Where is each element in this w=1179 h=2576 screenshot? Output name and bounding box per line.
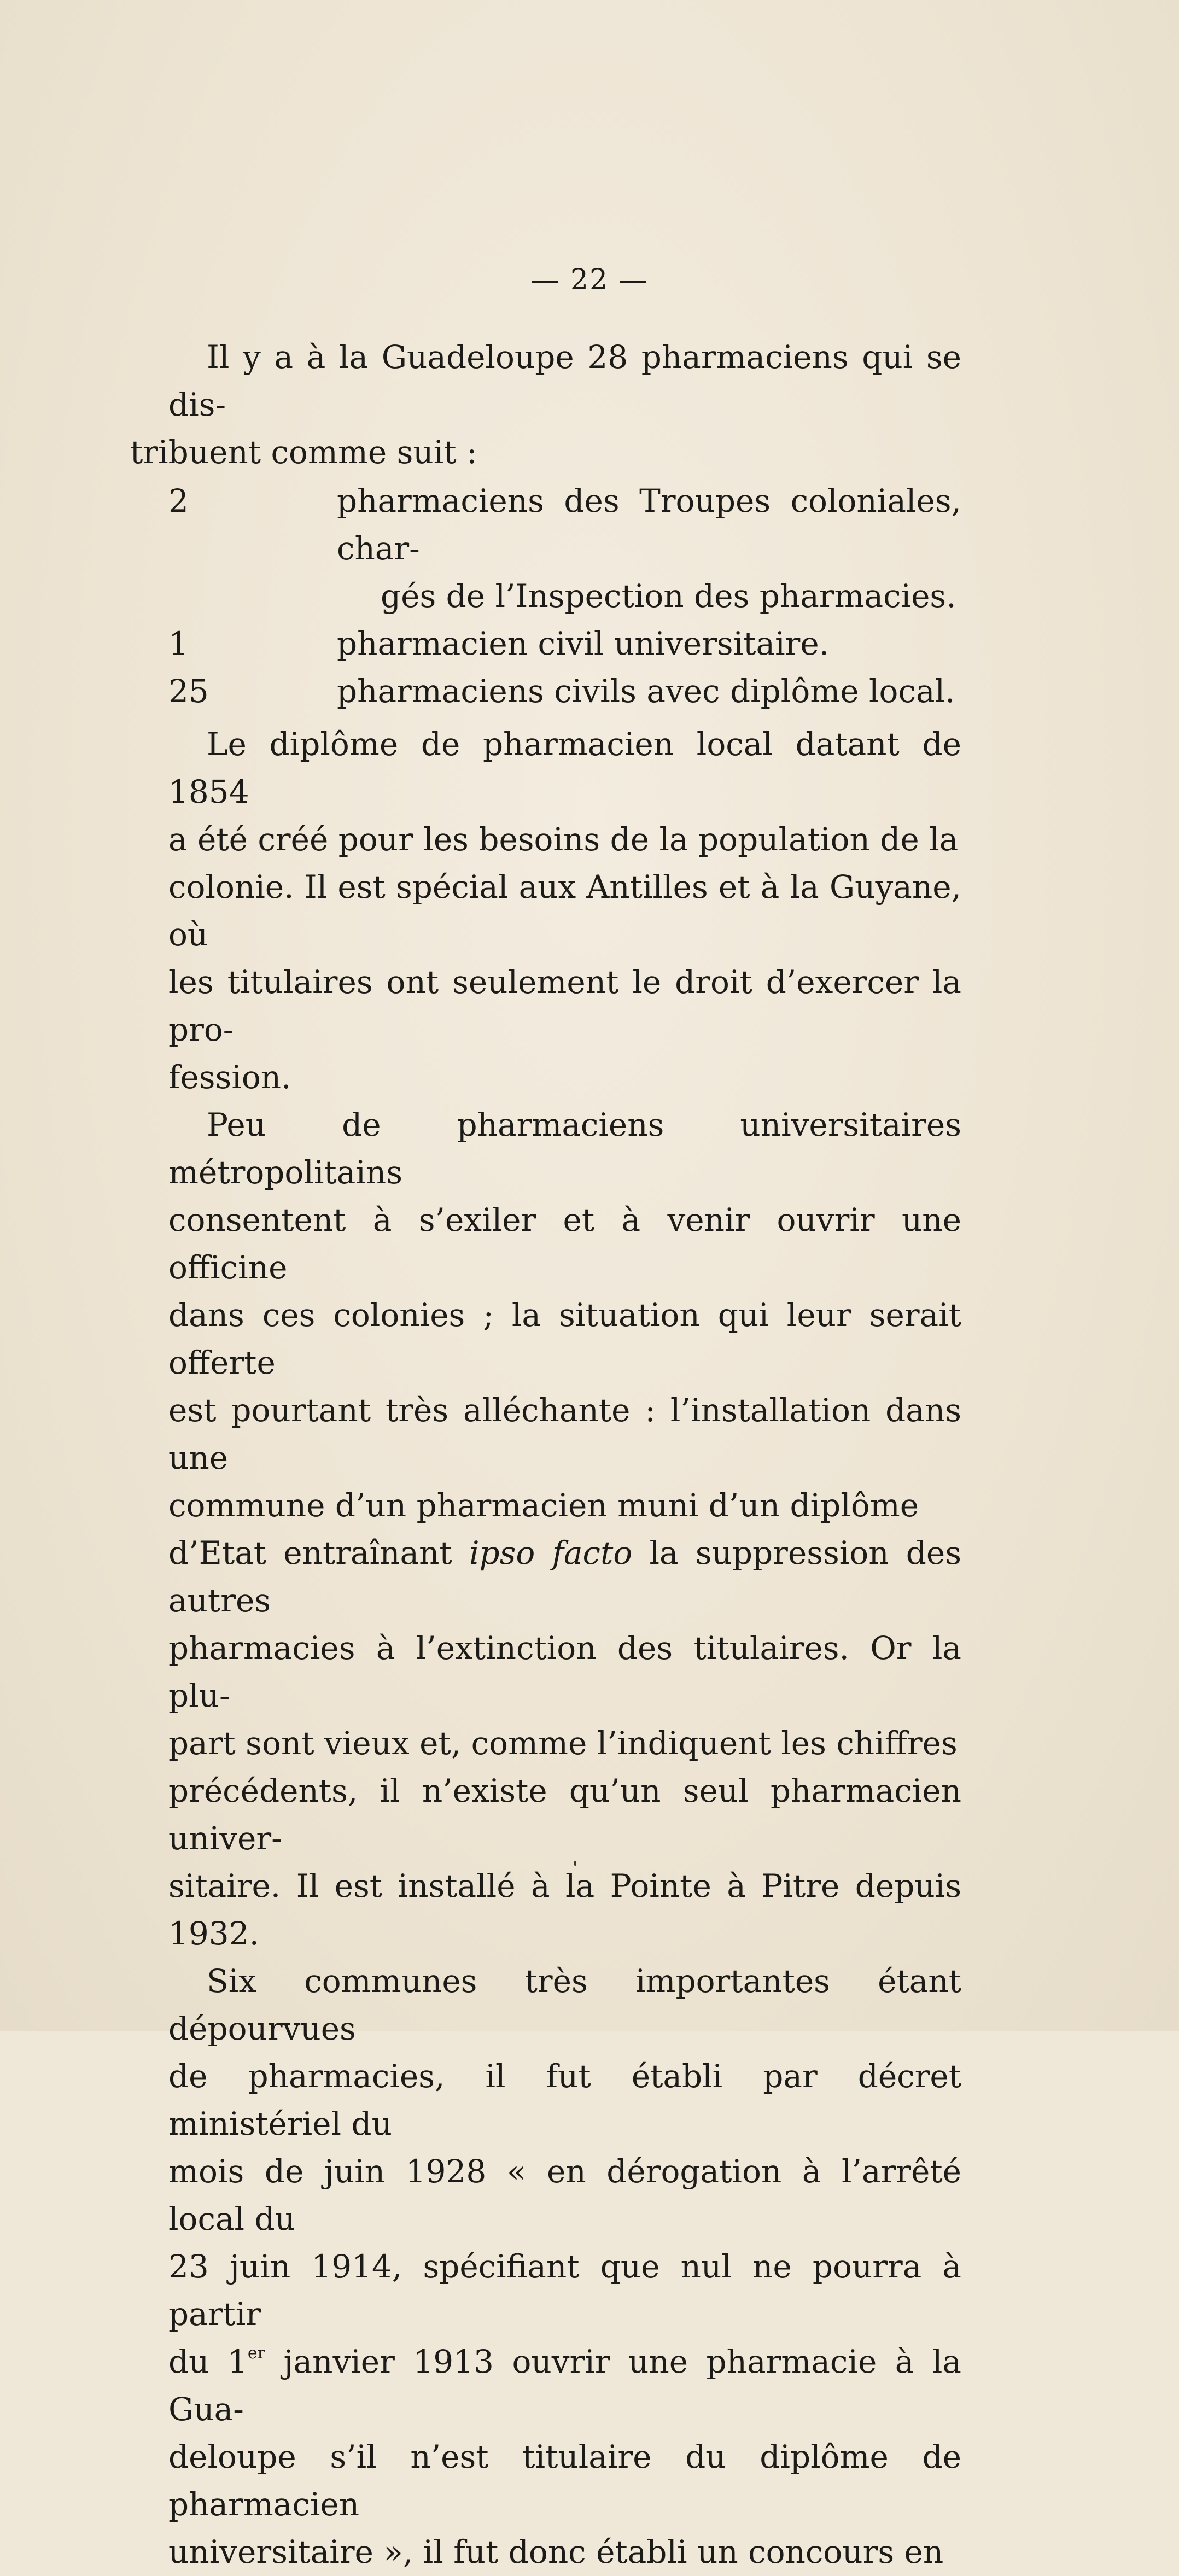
pharmacists-line-6-end: la suppression des autres <box>168 1534 961 1619</box>
communes-line-5 <box>168 2338 961 2433</box>
communes-line-2: de pharmacies, il fut établi par décret ministériel du <box>168 2058 961 2142</box>
communes-paragraph <box>168 1958 961 2576</box>
communes-line-6: deloupe s’il n’est titulaire du diplôme de pharmacien <box>168 2438 961 2523</box>
list-item-quantity: 1 <box>168 625 189 662</box>
pharmacists-line-8: part sont vieux et, comme l’indiquent les chiffres <box>168 1725 958 1762</box>
pharmacists-line-10: sitaire. Il est installé à la Pointe à Pitre depuis 1932. <box>168 1867 961 1952</box>
diploma-line-2: a été créé pour les besoins de la population de la <box>168 821 959 858</box>
paper-speck <box>574 1861 576 1866</box>
diploma-line-4: les titulaires ont seulement le droit d’exercer la pro- <box>168 963 961 1048</box>
pharmacists-line-4: est pourtant très alléchante : l’installation dans une <box>168 1392 961 1476</box>
list-item <box>168 477 961 620</box>
pharmacists-line-6 <box>168 1529 961 1625</box>
communes-line-5-end: janvier 1913 ouvrir une pharmacie à la Gua- <box>168 2343 961 2428</box>
pharmacists-line-7: pharmacies à l’extinction des titulaires. Or la plu- <box>168 1629 961 1714</box>
diploma-line-5: fession. <box>168 1059 291 1096</box>
pharmacist-distribution-list <box>168 477 961 715</box>
ordinal-superscript: er <box>247 2344 266 2363</box>
list-item-quantity: 2 <box>168 482 189 519</box>
communes-line-3: mois de juin 1928 « en dérogation à l’arrêté local du <box>168 2153 961 2238</box>
intro-line-1: Il y a à la Guadeloupe 28 pharmaciens qui se dis- <box>168 338 961 423</box>
list-item-quantity: 25 <box>168 673 209 710</box>
pharmacists-line-2: consentent à s’exiler et à venir ouvrir une officine <box>168 1201 961 1286</box>
communes-line-4: 23 juin 1914, spécifiant que nul ne pourra à partir <box>168 2248 961 2333</box>
list-item <box>168 620 961 668</box>
page-number: — 22 — <box>530 264 649 296</box>
list-item-text-line-1: pharmacien civil universitaire. <box>337 625 830 662</box>
diploma-line-3: colonie. Il est spécial aux Antilles et à la Guyane, où <box>168 868 961 953</box>
ipso-facto-italic: ipso facto <box>469 1534 633 1572</box>
pharmacists-line-9: précédents, il n’existe qu’un seul pharmacien univer- <box>168 1772 961 1857</box>
pharmacists-line-1: Peu de pharmaciens universitaires métropolitains <box>168 1106 961 1191</box>
intro-line-2: tribuent comme suit : <box>130 434 477 471</box>
list-item-text-line-2: gés de l’Inspection des pharmacies. <box>381 577 956 615</box>
communes-line-7: universitaire », il fut donc établi un concours en <box>168 2533 944 2571</box>
body-text <box>130 334 961 2576</box>
pharmacists-paragraph <box>168 1101 961 1958</box>
list-item <box>168 668 961 715</box>
list-item-text-line-1: pharmaciens des Troupes coloniales, char- <box>337 482 961 567</box>
diploma-paragraph <box>168 721 961 1101</box>
communes-line-1: Six communes très importantes étant dépourvues <box>168 1962 961 2047</box>
pharmacists-line-3: dans ces colonies ; la situation qui leur serait offerte <box>168 1296 961 1381</box>
pharmacists-line-5: commune d’un pharmacien muni d’un diplôme <box>168 1487 919 1524</box>
intro-paragraph <box>130 334 961 476</box>
list-item-text-line-1: pharmaciens civils avec diplôme local. <box>337 673 955 710</box>
diploma-line-1: Le diplôme de pharmacien local datant de 1854 <box>168 726 961 810</box>
pharmacists-line-6-start: d’Etat entraînant <box>168 1534 469 1572</box>
communes-line-5-start: du 1 <box>168 2343 248 2380</box>
